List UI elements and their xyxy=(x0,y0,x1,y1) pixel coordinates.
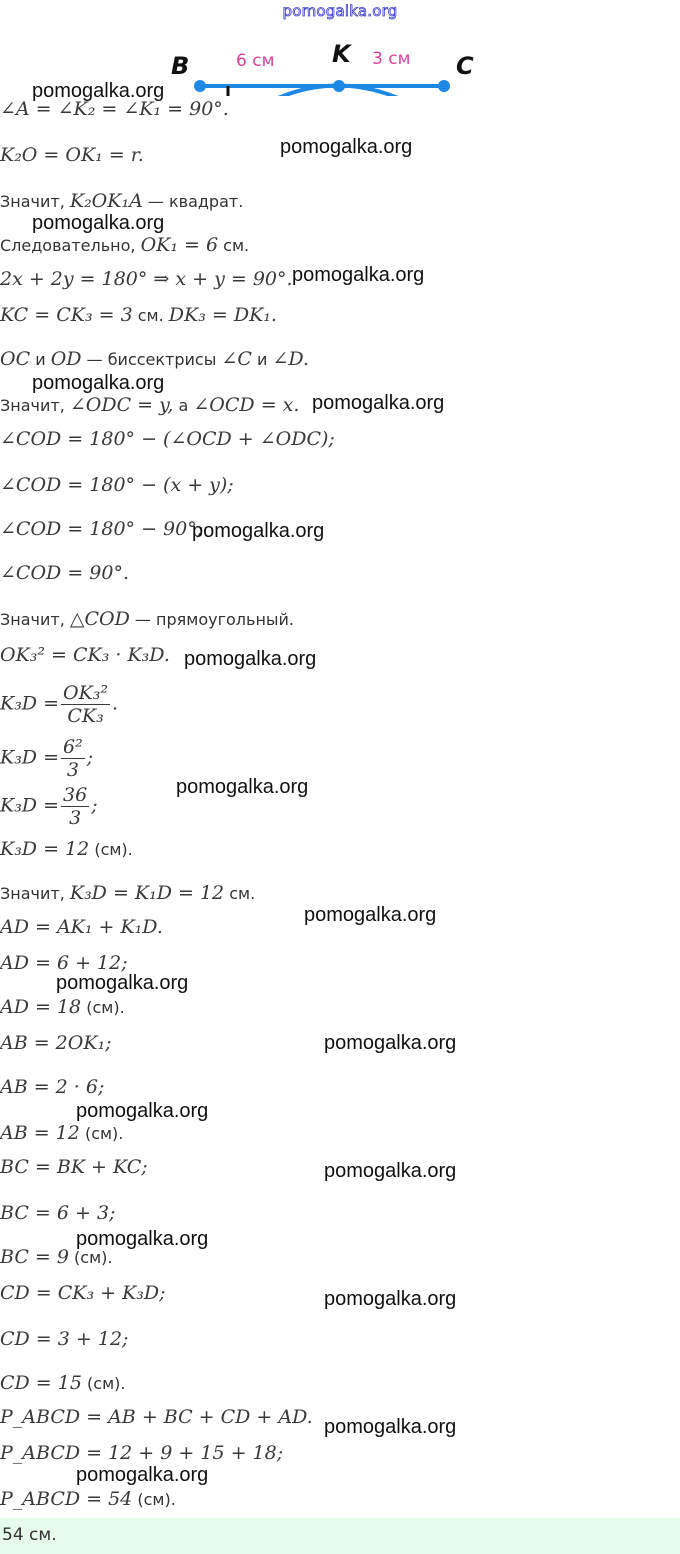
text-fragment: Значит, xyxy=(0,396,70,415)
watermark: pomogalka.org xyxy=(76,1464,209,1486)
fraction-denominator: 3 xyxy=(66,759,79,781)
math-expression: KC = CK₃ = 3 xyxy=(0,304,133,326)
solution-line xyxy=(0,232,249,259)
fraction xyxy=(61,784,89,829)
equation-end: ; xyxy=(86,746,94,769)
text-fragment: см. xyxy=(132,306,169,325)
point-b-dot xyxy=(194,80,206,92)
text-fragment: см. xyxy=(218,236,250,255)
solution-line xyxy=(0,516,203,542)
solution-line xyxy=(0,836,133,863)
fraction-denominator: CK₃ xyxy=(67,705,104,727)
math-expression: AB = 2 · 6; xyxy=(0,1076,105,1098)
solution-line xyxy=(0,1030,112,1056)
solution-line xyxy=(0,1486,176,1513)
watermark: pomogalka.org xyxy=(32,80,165,102)
math-expression: K₂O = OK₁ = r. xyxy=(0,144,144,166)
segment-diagram xyxy=(160,38,490,96)
math-expression: K₂OK₁A xyxy=(69,190,143,212)
text-fragment: (см). xyxy=(68,1248,113,1267)
math-expression: BC = BK + KC; xyxy=(0,1156,148,1178)
solution-line xyxy=(0,1074,104,1100)
watermark: pomogalka.org xyxy=(324,1416,457,1438)
math-expression: OK₁ = 6 xyxy=(140,234,219,256)
watermark: pomogalka.org xyxy=(192,520,325,542)
equation-lhs: K₃D = xyxy=(0,692,60,715)
math-expression: OD xyxy=(50,348,82,370)
math-expression: △COD xyxy=(69,608,130,630)
solution-line xyxy=(0,1120,123,1147)
label-c: C xyxy=(456,52,474,80)
solution-line xyxy=(0,736,93,781)
text-fragment: см. xyxy=(224,884,256,903)
math-expression: BC = 9 xyxy=(0,1246,69,1268)
solution-line xyxy=(0,606,294,633)
math-expression: CD = 3 + 12; xyxy=(0,1328,129,1350)
watermark: pomogalka.org xyxy=(280,136,413,158)
label-bk-length: 6 см xyxy=(236,51,275,71)
solution-line xyxy=(0,914,163,940)
math-expression: AD = 6 + 12; xyxy=(0,952,128,974)
solution-line xyxy=(0,1404,313,1430)
solution-line xyxy=(0,142,144,168)
equation-lhs: K₃D = xyxy=(0,794,60,817)
text-fragment: — биссектрисы xyxy=(81,350,222,369)
math-expression: AD = AK₁ + K₁D. xyxy=(0,916,163,938)
solution-line xyxy=(0,1440,283,1466)
math-expression: P_ABCD = AB + BC + CD + AD. xyxy=(0,1406,313,1428)
text-fragment: и xyxy=(251,350,273,369)
math-expression: ∠COD = 90°. xyxy=(0,562,129,584)
math-expression: ∠COD = 180° − (x + y); xyxy=(0,474,234,496)
math-expression: ∠C xyxy=(221,348,252,370)
math-expression: CD = 15 xyxy=(0,1372,82,1394)
text-fragment: а xyxy=(173,396,194,415)
watermark: pomogalka.org xyxy=(32,212,165,234)
text-fragment: Следовательно, xyxy=(0,236,141,255)
fraction-numerator: OK₃² xyxy=(63,682,109,704)
point-c-dot xyxy=(438,80,450,92)
math-expression: K₃D = K₁D = 12 xyxy=(69,882,225,904)
math-expression: P_ABCD = 54 xyxy=(0,1488,133,1510)
answer-text: 54 см. xyxy=(2,1525,57,1545)
math-expression: ∠COD = 180° − (∠OCD + ∠ODC); xyxy=(0,428,335,450)
math-expression: AB = 2OK₁; xyxy=(0,1032,112,1054)
solution-line xyxy=(0,472,234,498)
solution-line xyxy=(0,1326,128,1352)
math-expression: P_ABCD = 12 + 9 + 15 + 18; xyxy=(0,1442,284,1464)
watermark: pomogalka.org xyxy=(324,1160,457,1182)
solution-line xyxy=(0,1280,166,1306)
watermark: pomogalka.org xyxy=(324,1288,457,1310)
fraction-denominator: 3 xyxy=(69,807,82,829)
math-expression: OC xyxy=(0,348,31,370)
solution-line xyxy=(0,302,277,329)
math-expression: CD = CK₃ + K₃D; xyxy=(0,1282,166,1304)
watermark: pomogalka.org xyxy=(176,776,309,798)
solution-line xyxy=(0,880,255,907)
solution-line xyxy=(0,392,299,419)
watermark: pomogalka.org xyxy=(292,264,425,286)
math-expression: ∠COD = 180° − 90°; xyxy=(0,518,204,540)
math-expression: ∠ODC = y, xyxy=(69,394,174,416)
watermark: pomogalka.org xyxy=(56,972,189,994)
text-fragment: (см). xyxy=(132,1490,176,1509)
text-fragment: — прямоугольный. xyxy=(129,610,295,629)
math-expression: DK₃ = DK₁. xyxy=(168,304,277,326)
solution-line xyxy=(0,426,335,452)
point-k-dot xyxy=(333,80,345,92)
watermark: pomogalka.org xyxy=(32,372,165,394)
text-fragment: (см). xyxy=(89,840,133,859)
equation-end: ; xyxy=(91,794,98,817)
label-k: K xyxy=(332,40,351,68)
solution-line xyxy=(0,1370,125,1397)
watermark: pomogalka.org xyxy=(184,648,317,670)
math-expression: OK₃² = CK₃ · K₃D. xyxy=(0,644,170,666)
text-fragment: Значит, xyxy=(0,192,70,211)
fraction xyxy=(61,736,85,781)
math-expression: AD = 18 xyxy=(0,996,82,1018)
text-fragment: и xyxy=(30,350,51,369)
watermark: pomogalka.org xyxy=(76,1228,209,1250)
fraction xyxy=(61,682,110,727)
solution-line xyxy=(0,784,98,829)
watermark: pomogalka.org xyxy=(76,1100,209,1122)
text-fragment: (см). xyxy=(79,1124,124,1143)
fraction-numerator: 6² xyxy=(63,736,83,758)
math-expression: ∠D. xyxy=(272,348,310,370)
solution-line xyxy=(0,1154,148,1180)
solution-line xyxy=(0,188,243,215)
solution-line xyxy=(0,682,118,727)
solution-line xyxy=(0,346,309,373)
solution-line xyxy=(0,1200,115,1226)
math-expression: ∠A = ∠K₂ = ∠K₁ = 90°. xyxy=(0,98,229,120)
math-expression: AB = 12 xyxy=(0,1122,80,1144)
watermark: pomogalka.org xyxy=(312,392,445,414)
text-fragment: — квадрат. xyxy=(142,192,244,211)
segment-figure xyxy=(160,38,490,96)
solution-line xyxy=(0,642,170,668)
watermark: pomogalka.org xyxy=(324,1032,457,1054)
text-fragment: Значит, xyxy=(0,884,70,903)
solution-line xyxy=(0,994,125,1021)
text-fragment: (см). xyxy=(81,1374,126,1393)
math-expression: K₃D = 12 xyxy=(0,838,90,860)
fraction-numerator: 36 xyxy=(63,784,88,806)
label-kc-length: 3 см xyxy=(372,49,411,69)
solution-line xyxy=(0,266,293,292)
equation-lhs: K₃D = xyxy=(0,746,60,769)
watermark: pomogalka.org xyxy=(304,904,437,926)
site-watermark-top: pomogalka.org xyxy=(282,2,398,20)
equation-end: . xyxy=(112,692,119,715)
answer-box xyxy=(0,1518,680,1554)
math-expression: 2x + 2y = 180° ⇒ x + y = 90°. xyxy=(0,268,293,290)
label-b: B xyxy=(171,52,190,80)
text-fragment: (см). xyxy=(81,998,125,1017)
solution-line xyxy=(0,560,129,586)
math-expression: ∠OCD = x. xyxy=(193,394,300,416)
text-fragment: Значит, xyxy=(0,610,70,629)
math-expression: BC = 6 + 3; xyxy=(0,1202,116,1224)
